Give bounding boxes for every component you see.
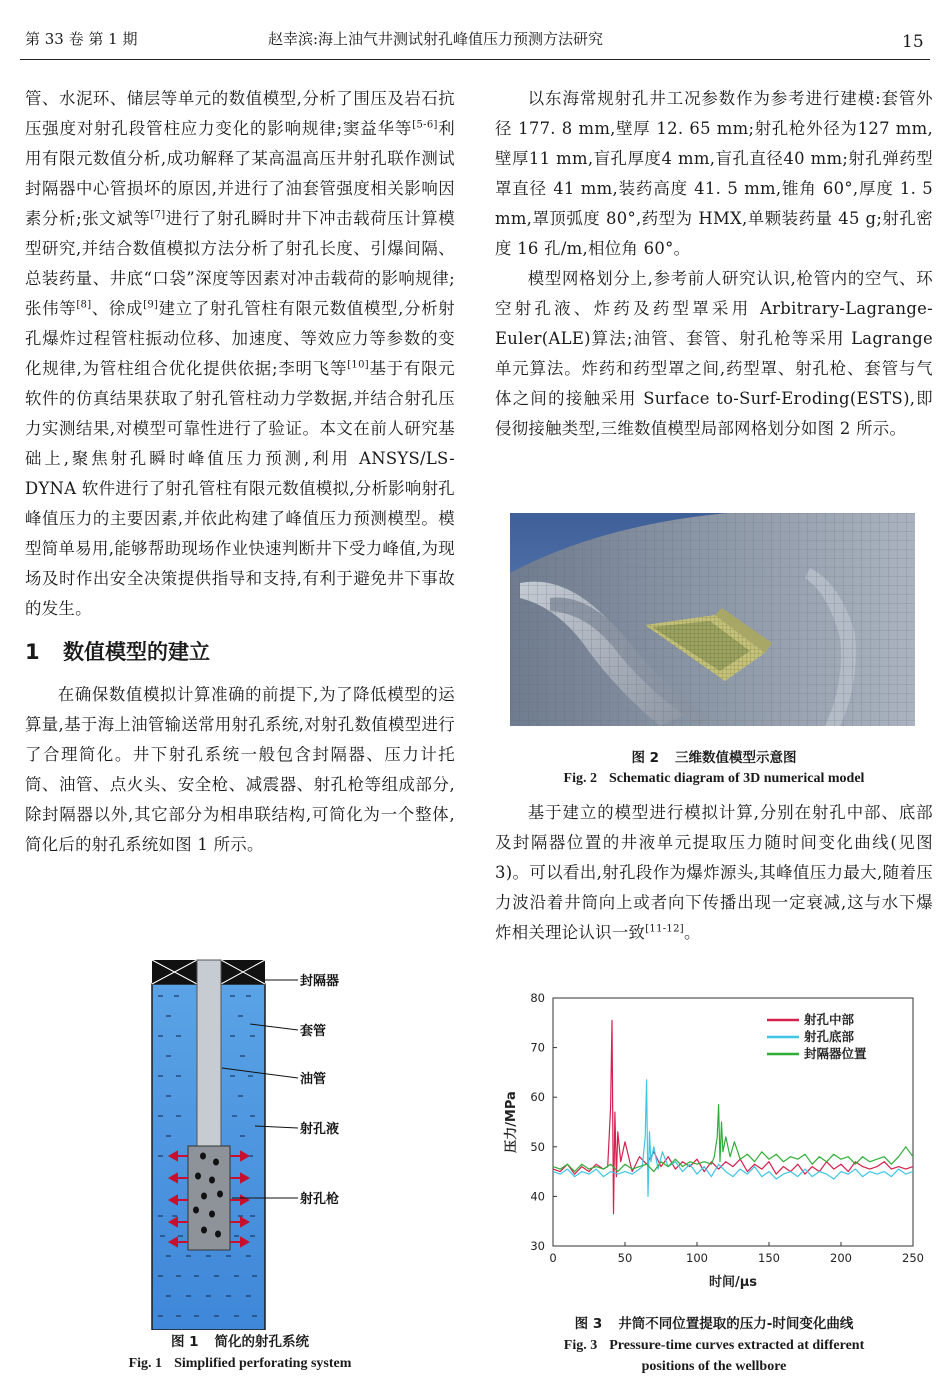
figure-1-caption-cn	[25, 1330, 455, 1350]
caption-text: Simplified perforating system	[174, 1356, 352, 1371]
caption-text: Schematic diagram of 3D numerical model	[608, 771, 865, 786]
caption-text: 三维数值模型示意图	[675, 750, 797, 766]
citation-ref[interactable]: [5-6]	[412, 119, 438, 131]
figure-2-caption-en	[495, 768, 933, 789]
y-tick-label: 60	[530, 1090, 545, 1105]
citation-ref[interactable]: [11-12]	[645, 923, 684, 935]
results-paragraph	[495, 798, 933, 948]
figure-3-caption-en	[495, 1335, 933, 1377]
text-run: 。	[683, 923, 701, 942]
tubing-shape	[197, 960, 221, 1146]
figure-3	[495, 988, 933, 1293]
figure-1	[150, 958, 370, 1330]
text-run: 、徐成	[91, 299, 144, 318]
x-tick-label: 150	[758, 1251, 780, 1265]
text-run: 利用有限元数值分析,成功解释了某高温高压井射孔联作测试封隔器中心管损坏的原因,并进行了油套管强度相关影响因素分析;张文斌等	[25, 119, 455, 228]
y-tick-label: 80	[530, 991, 545, 1005]
label-tubing: 油管	[300, 1072, 327, 1087]
text-run: 管、水泥环、储层等单元的数值模型,分析了围压及岩石抗压强度对射孔段管柱应力变化的影响规律;窦益华等	[25, 89, 455, 138]
x-tick-label: 250	[902, 1251, 924, 1265]
text-run: 进行了射孔瞬时井下冲击载荷压计算模型研究,并结合数值模拟方法分析了射孔长度、引爆间隔、总装药量、井底“口袋”深度等因素对冲击载荷的影响规律;张伟等	[25, 209, 455, 318]
y-tick-label: 30	[530, 1239, 545, 1253]
caption-text: Pressure-time curves extracted at different	[609, 1338, 865, 1353]
section-title: 数值模型的建立	[63, 640, 210, 664]
figure-2-caption-cn	[495, 746, 933, 766]
text-run: 建立了射孔管柱有限元数值模型,分析射孔爆炸过程管柱振动位移、加速度、等效应力等参数的变化规律,为管柱组合优化提供依据;李明飞等	[25, 299, 455, 378]
section-heading	[25, 638, 455, 666]
y-tick-label: 50	[530, 1139, 545, 1154]
figure-2	[510, 513, 915, 726]
text-run: 基于有限元软件的仿真结果获取了射孔管柱动力学数据,并结合射孔压力实测结果,对模型可靠性进行了验证。本文在前人研究基础上,聚焦射孔瞬时峰值压力预测,利用 ANSYS/LS-DYNA 软件进行了射孔管柱有限元数值模拟,分析影响射孔峰值压力的主要因素,并依此构建了峰值压力预测模型。模型简单易用,能够帮助现场作业快速判断井下受力峰值,为现场及时作出安全决策提供指导和支持,有利于避免井下事故的发生。	[25, 359, 455, 618]
right-column	[495, 84, 933, 444]
caption-label: 图 1	[170, 1334, 199, 1350]
label-casing: 套管	[300, 1024, 327, 1039]
running-header	[0, 0, 950, 62]
caption-text: 井筒不同位置提取的压力-时间变化曲线	[618, 1316, 854, 1332]
caption-label: Fig. 1	[128, 1356, 163, 1371]
legend-label: 封隔器位置	[804, 1046, 867, 1061]
citation-ref[interactable]: [9]	[143, 299, 159, 311]
x-tick-label: 0	[549, 1251, 557, 1265]
numerical-model-render	[510, 513, 915, 726]
figure-2-caption	[495, 746, 933, 789]
running-title: 赵幸滨:海上油气井测试射孔峰值压力预测方法研究	[268, 30, 604, 48]
model-paragraph: 在确保数值模拟计算准确的前提下,为了降低模型的运算量,基于海上油管输送常用射孔系统,对射孔数值模型进行了合理简化。井下射孔系统一般包含封隔器、压力计托筒、油管、点火头、安全枪、减震器、射孔枪等组成部分,除封隔器以外,其它部分为相串联结构,可简化为一个整体,简化后的射孔系统如图 1 所示。	[25, 685, 455, 854]
section-number: 1	[25, 640, 40, 664]
caption-text: positions of the wellbore	[641, 1359, 787, 1374]
plot-area	[553, 998, 913, 1246]
caption-label: 图 3	[574, 1316, 603, 1332]
y-tick-label: 70	[530, 1040, 545, 1055]
figure-3-caption	[495, 1312, 933, 1377]
label-perforating-gun: 射孔枪	[300, 1192, 340, 1207]
caption-label: Fig. 2	[563, 771, 597, 786]
figure-3-caption-cn	[495, 1312, 933, 1332]
left-column	[25, 84, 455, 860]
y-axis-label: 压力/MPa	[504, 1091, 519, 1153]
perforating-gun-shape	[188, 1146, 230, 1250]
citation-ref[interactable]: [10]	[347, 359, 369, 371]
label-packer: 封隔器	[300, 974, 340, 989]
mesh-paragraph: 模型网格划分上,参考前人研究认识,枪管内的空气、环空射孔液、炸药及药型罩采用 Arbitrary-Lagrange-Euler(ALE)算法;油管、套管、射孔枪等采用 Lagrange 单元算法。炸药和药型罩之间,药型罩、射孔枪、套管与气体之间的接触采用 Surface to-Surf-Eroding(ESTS),即侵彻接触类型,三维数值模型局部网格划分如图 2 所示。	[495, 269, 933, 438]
figure-1-caption	[25, 1330, 455, 1374]
x-tick-label: 50	[617, 1251, 633, 1265]
legend-label: 射孔中部	[804, 1012, 855, 1027]
x-tick-label: 200	[830, 1251, 852, 1265]
intro-paragraph	[25, 84, 455, 624]
x-tick-label: 100	[686, 1251, 708, 1265]
citation-ref[interactable]: [8]	[76, 299, 92, 311]
right-column-lower	[495, 798, 933, 948]
page-number: 15	[902, 32, 924, 52]
parameters-paragraph: 以东海常规射孔井工况参数作为参考进行建模:套管外径 177. 8 mm,壁厚 12. 65 mm;射孔枪外径为127 mm,壁厚11 mm,盲孔厚度4 mm,盲孔直径40 mm;射孔弹药型罩直径 41 mm,装药高度 41. 5 mm,锥角 60°,厚度 1. 5 mm,罩顶弧度 80°,药型为 HMX,单颗装药量 45 g;射孔密度 16 孔/m,相位角 60°。	[495, 89, 933, 258]
x-axis-label: 时间/μs	[708, 1275, 758, 1290]
perforating-system-diagram	[150, 958, 370, 1330]
journal-issue: 第 33 卷 第 1 期	[25, 30, 138, 48]
caption-label: 图 2	[631, 750, 660, 766]
y-tick-label: 40	[530, 1189, 545, 1204]
citation-ref[interactable]: [7]	[150, 209, 166, 221]
legend-label: 射孔底部	[804, 1029, 855, 1044]
text-run: 基于建立的模型进行模拟计算,分别在射孔中部、底部及封隔器位置的井液单元提取压力随时间变化曲线(见图 3)。可以看出,射孔段作为爆炸源头,其峰值压力最大,随着压力波沿着井筒向上或者向下传播出现一定衰减,这与水下爆炸相关理论认识一致	[495, 803, 933, 942]
header-rule	[20, 59, 930, 60]
caption-label: Fig. 3	[563, 1338, 598, 1353]
label-perforating-fluid: 射孔液	[300, 1122, 340, 1137]
pressure-time-chart	[495, 988, 933, 1293]
figure-1-caption-en	[25, 1353, 455, 1374]
caption-text: 简化的射孔系统	[214, 1334, 310, 1350]
